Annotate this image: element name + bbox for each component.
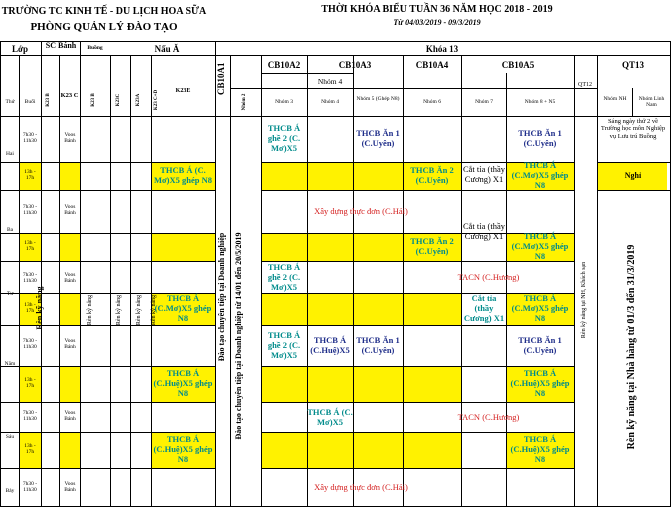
k23e-header: K23E [175, 88, 191, 94]
buong-header: Buồng [87, 45, 103, 51]
day-bay: Bảy [5, 488, 15, 494]
highlight [353, 432, 403, 468]
school-name: TRƯỜNG TC KINH TẾ - DU LỊCH HOA SỮA [1, 6, 207, 17]
class-cell: THCB Á (C.Huệ)X5 ghép N8 [510, 434, 570, 464]
cb10a3-header: CB10A3 [338, 60, 372, 70]
grid-line [0, 402, 216, 403]
grid-line [230, 88, 597, 89]
voos-banh-cell: Voos Bánh [64, 132, 76, 145]
grid-line [574, 55, 575, 506]
qt13-header: QT13 [621, 60, 645, 70]
k23a-header: K23A [136, 93, 141, 107]
class-cell: THCB Á (C.Huệ)X5 ghép N8 [510, 368, 570, 398]
grid-line [0, 468, 216, 469]
cb10a2-header: CB10A2 [267, 60, 301, 70]
page-title: THỜI KHÓA BIỂU TUẦN 36 NĂM HỌC 2018 - 2019 [321, 4, 553, 15]
class-cell: THCB Ăn 2 (C.Uyên) [410, 165, 454, 185]
nau-a-header: Nấu Ă [154, 44, 180, 54]
highlight [307, 162, 353, 190]
k23c-header: K23 C [60, 92, 79, 99]
highlight [261, 432, 307, 468]
nhom-nh-header: Nhóm NH [603, 96, 627, 102]
class-cell: TACN (C.Hương) [457, 272, 520, 283]
highlight [261, 293, 307, 325]
highlight [307, 233, 353, 261]
session-afternoon: 13h - 17h [24, 169, 36, 182]
voos-banh-cell: Voos Bánh [64, 410, 76, 423]
nhom4-subheader: Nhóm 4 [321, 99, 339, 105]
cb10a1-header: CB10A1 [216, 62, 226, 95]
class-cell: Xây dựng thực đơn (C.Hải) [314, 206, 408, 217]
highlight [151, 233, 215, 261]
grid-line [0, 55, 671, 56]
voos-banh-cell: Voos Bánh [64, 204, 76, 217]
highlight [59, 162, 80, 190]
class-cell: Cắt tỉa (thầy Cương) X1 [462, 221, 505, 241]
session-morning: 7h30 - 11h30 [22, 204, 38, 217]
nhom6-header: Nhóm 6 [423, 99, 441, 105]
ren-ky-nang-k23c: Rèn kỹ năng [116, 294, 122, 326]
grid-line [0, 325, 216, 326]
nhom3-header: Nhóm 3 [275, 99, 293, 105]
qt12-ren-ky-nang: Rèn kỹ năng tại NH, Khách sạn [581, 261, 587, 339]
highlight [307, 366, 353, 402]
grid-line [0, 190, 216, 191]
class-cell: THCB Ăn 1 (C.Uyên) [518, 128, 562, 148]
class-cell: THCB Á (C. Mơ)X5 [307, 407, 353, 427]
session-afternoon: 13h - 17h [24, 377, 36, 390]
session-afternoon: 13h - 17h [24, 240, 36, 253]
k23b-header: K23 B [46, 93, 51, 107]
class-cell: Xây dựng thực đơn (C.Hải) [314, 482, 408, 493]
highlight [353, 293, 403, 325]
grid-line [0, 506, 671, 507]
highlight [353, 366, 403, 402]
grid-line [110, 55, 111, 506]
grid-line [215, 41, 216, 507]
ren-ky-nang-k23a: Rèn kỹ năng [136, 294, 142, 326]
class-cell: THCB Á (C.Huệ)X5 [310, 335, 350, 355]
qt12-header: QT12 [578, 82, 592, 88]
highlight [353, 162, 403, 190]
grid-line [130, 55, 131, 506]
voos-banh-cell: Voos Bánh [64, 481, 76, 494]
grid-line [80, 41, 81, 507]
date-range: Từ 04/03/2019 - 09/3/2019 [393, 18, 481, 27]
class-cell: TACN (C.Hương) [457, 412, 520, 423]
highlight [403, 293, 461, 325]
class-cell: THCB Ăn 1 (C.Uyên) [518, 335, 562, 355]
grid-line [597, 162, 671, 163]
cb10a5-header: CB10A5 [501, 60, 535, 70]
highlight [261, 233, 307, 261]
ren-ky-nang-k23b: Rèn kỹ năng [35, 286, 44, 330]
grid-line [0, 116, 671, 117]
department-name: PHÒNG QUẢN LÝ ĐÀO TẠO [30, 21, 178, 33]
grid-line [0, 233, 216, 234]
highlight [261, 366, 307, 402]
session-afternoon: 13h - 17h [24, 443, 36, 456]
sc-banh-header: SC Bánh [45, 41, 77, 50]
day-hai: Hai [6, 151, 14, 157]
day-tu: Tư [6, 291, 14, 297]
qt13-sang-ngay: Sáng ngày thứ 2 về Trường học môn Nghiệp vụ Lưu trú Buồng [600, 118, 666, 140]
class-cell: THCB Á (C.Mơ)X5 ghép N8 [511, 231, 569, 261]
grid-line [0, 41, 1, 507]
class-cell: THCB Á (C.Huệ)X5 ghép N8 [153, 368, 213, 398]
highlight [59, 293, 80, 325]
day-sau: Sáu [5, 434, 15, 440]
class-cell: THCB Á ghề 2 (C. Mơ)X5 [267, 123, 301, 153]
nhom-lh-header: Nhóm Linh Nam [638, 96, 665, 109]
ren-ky-nang-k23cd: Rèn kỹ năng [151, 294, 157, 326]
ren-ky-nang-k23b2: Rèn kỹ năng [87, 294, 93, 326]
class-cell: THCB Ăn 1 (C.Uyên) [356, 128, 400, 148]
thu-header: Thứ [5, 99, 15, 105]
session-morning: 7h30 - 11h30 [22, 481, 38, 494]
highlight [403, 432, 461, 468]
class-cell: THCB Ăn 1 (C.Uyên) [356, 335, 400, 355]
highlight [307, 293, 353, 325]
voos-banh-cell: Voos Bánh [64, 338, 76, 351]
day-nam: Năm [4, 361, 16, 367]
class-cell: Cắt tỉa (thầy Cương) X1 [462, 164, 505, 184]
k23b2-header: K23 B [91, 93, 96, 107]
voos-banh-cell: Voos Bánh [64, 272, 76, 285]
nhom4-header: Nhóm 4 [317, 77, 343, 86]
class-cell: THCB Á ghề 2 (C. Mơ)X5 [267, 262, 301, 292]
lop-header: Lớp [12, 44, 28, 54]
nhom7-header: Nhóm 7 [475, 99, 493, 105]
highlight [403, 366, 461, 402]
khoa13-header: Khóa 13 [425, 44, 459, 54]
qt13-nghi: Nghỉ [624, 171, 642, 180]
session-afternoon: 13h - 17h [24, 302, 36, 315]
session-morning: 7h30 - 11h30 [22, 410, 38, 423]
highlight [59, 366, 80, 402]
k23cd-header: K23 C+D [154, 89, 159, 111]
grid-line [307, 55, 308, 506]
highlight [307, 432, 353, 468]
highlight [59, 432, 80, 468]
buoi-header: Buổi [24, 99, 36, 105]
nhom5-header: Nhóm 5 (Ghép N8) [356, 96, 400, 102]
dao-tao-nhom2: Đào tạo chuyên tiệp tại Doanh nghiệp từ 14/01 đến 20/5/2019 [234, 232, 243, 440]
class-cell: THCB Ăn 2 (C.Uyên) [410, 236, 454, 256]
grid-line [0, 41, 671, 42]
k23c2-header: K23C [116, 93, 121, 107]
session-morning: 7h30 - 11h30 [22, 272, 38, 285]
highlight [59, 233, 80, 261]
class-cell: THCB Á (C.Mơ)X5 ghép N8 [511, 160, 569, 190]
session-morning: 7h30 - 11h30 [22, 338, 38, 351]
dao-tao-cb10a1: Đào tạo chuyên tiệp tại Doanh nghiệp [217, 232, 226, 362]
class-cell: THCB Á (C. Mơ)X5 ghép N8 [153, 165, 213, 185]
class-cell: THCB Á (C.Huệ)X5 ghép N8 [153, 434, 213, 464]
nhom8-header: Nhóm 8 + N5 [524, 99, 556, 105]
class-cell: Cắt tỉa (thầy Cương) X1 [463, 293, 505, 323]
class-cell: THCB Á (C.Mơ)X5 ghép N8 [511, 293, 569, 323]
highlight [261, 162, 307, 190]
day-ba: Ba [6, 227, 14, 233]
session-morning: 7h30 - 11h30 [22, 132, 38, 145]
qt13-ren-ky-nang: Rèn kỹ năng tại Nhà hàng từ 01/3 đến 31/3/2019 [626, 244, 637, 450]
grid-line [230, 55, 231, 506]
nhom2-header: Nhóm 2 [242, 93, 247, 111]
cb10a4-header: CB10A4 [415, 60, 449, 70]
grid-line [0, 261, 216, 262]
class-cell: THCB Á (C.Mơ)X5 ghép N8 [154, 293, 212, 323]
class-cell: THCB Á ghề 2 (C. Mơ)X5 [267, 330, 301, 360]
grid-line [597, 190, 671, 191]
highlight [353, 233, 403, 261]
grid-line [632, 88, 633, 116]
